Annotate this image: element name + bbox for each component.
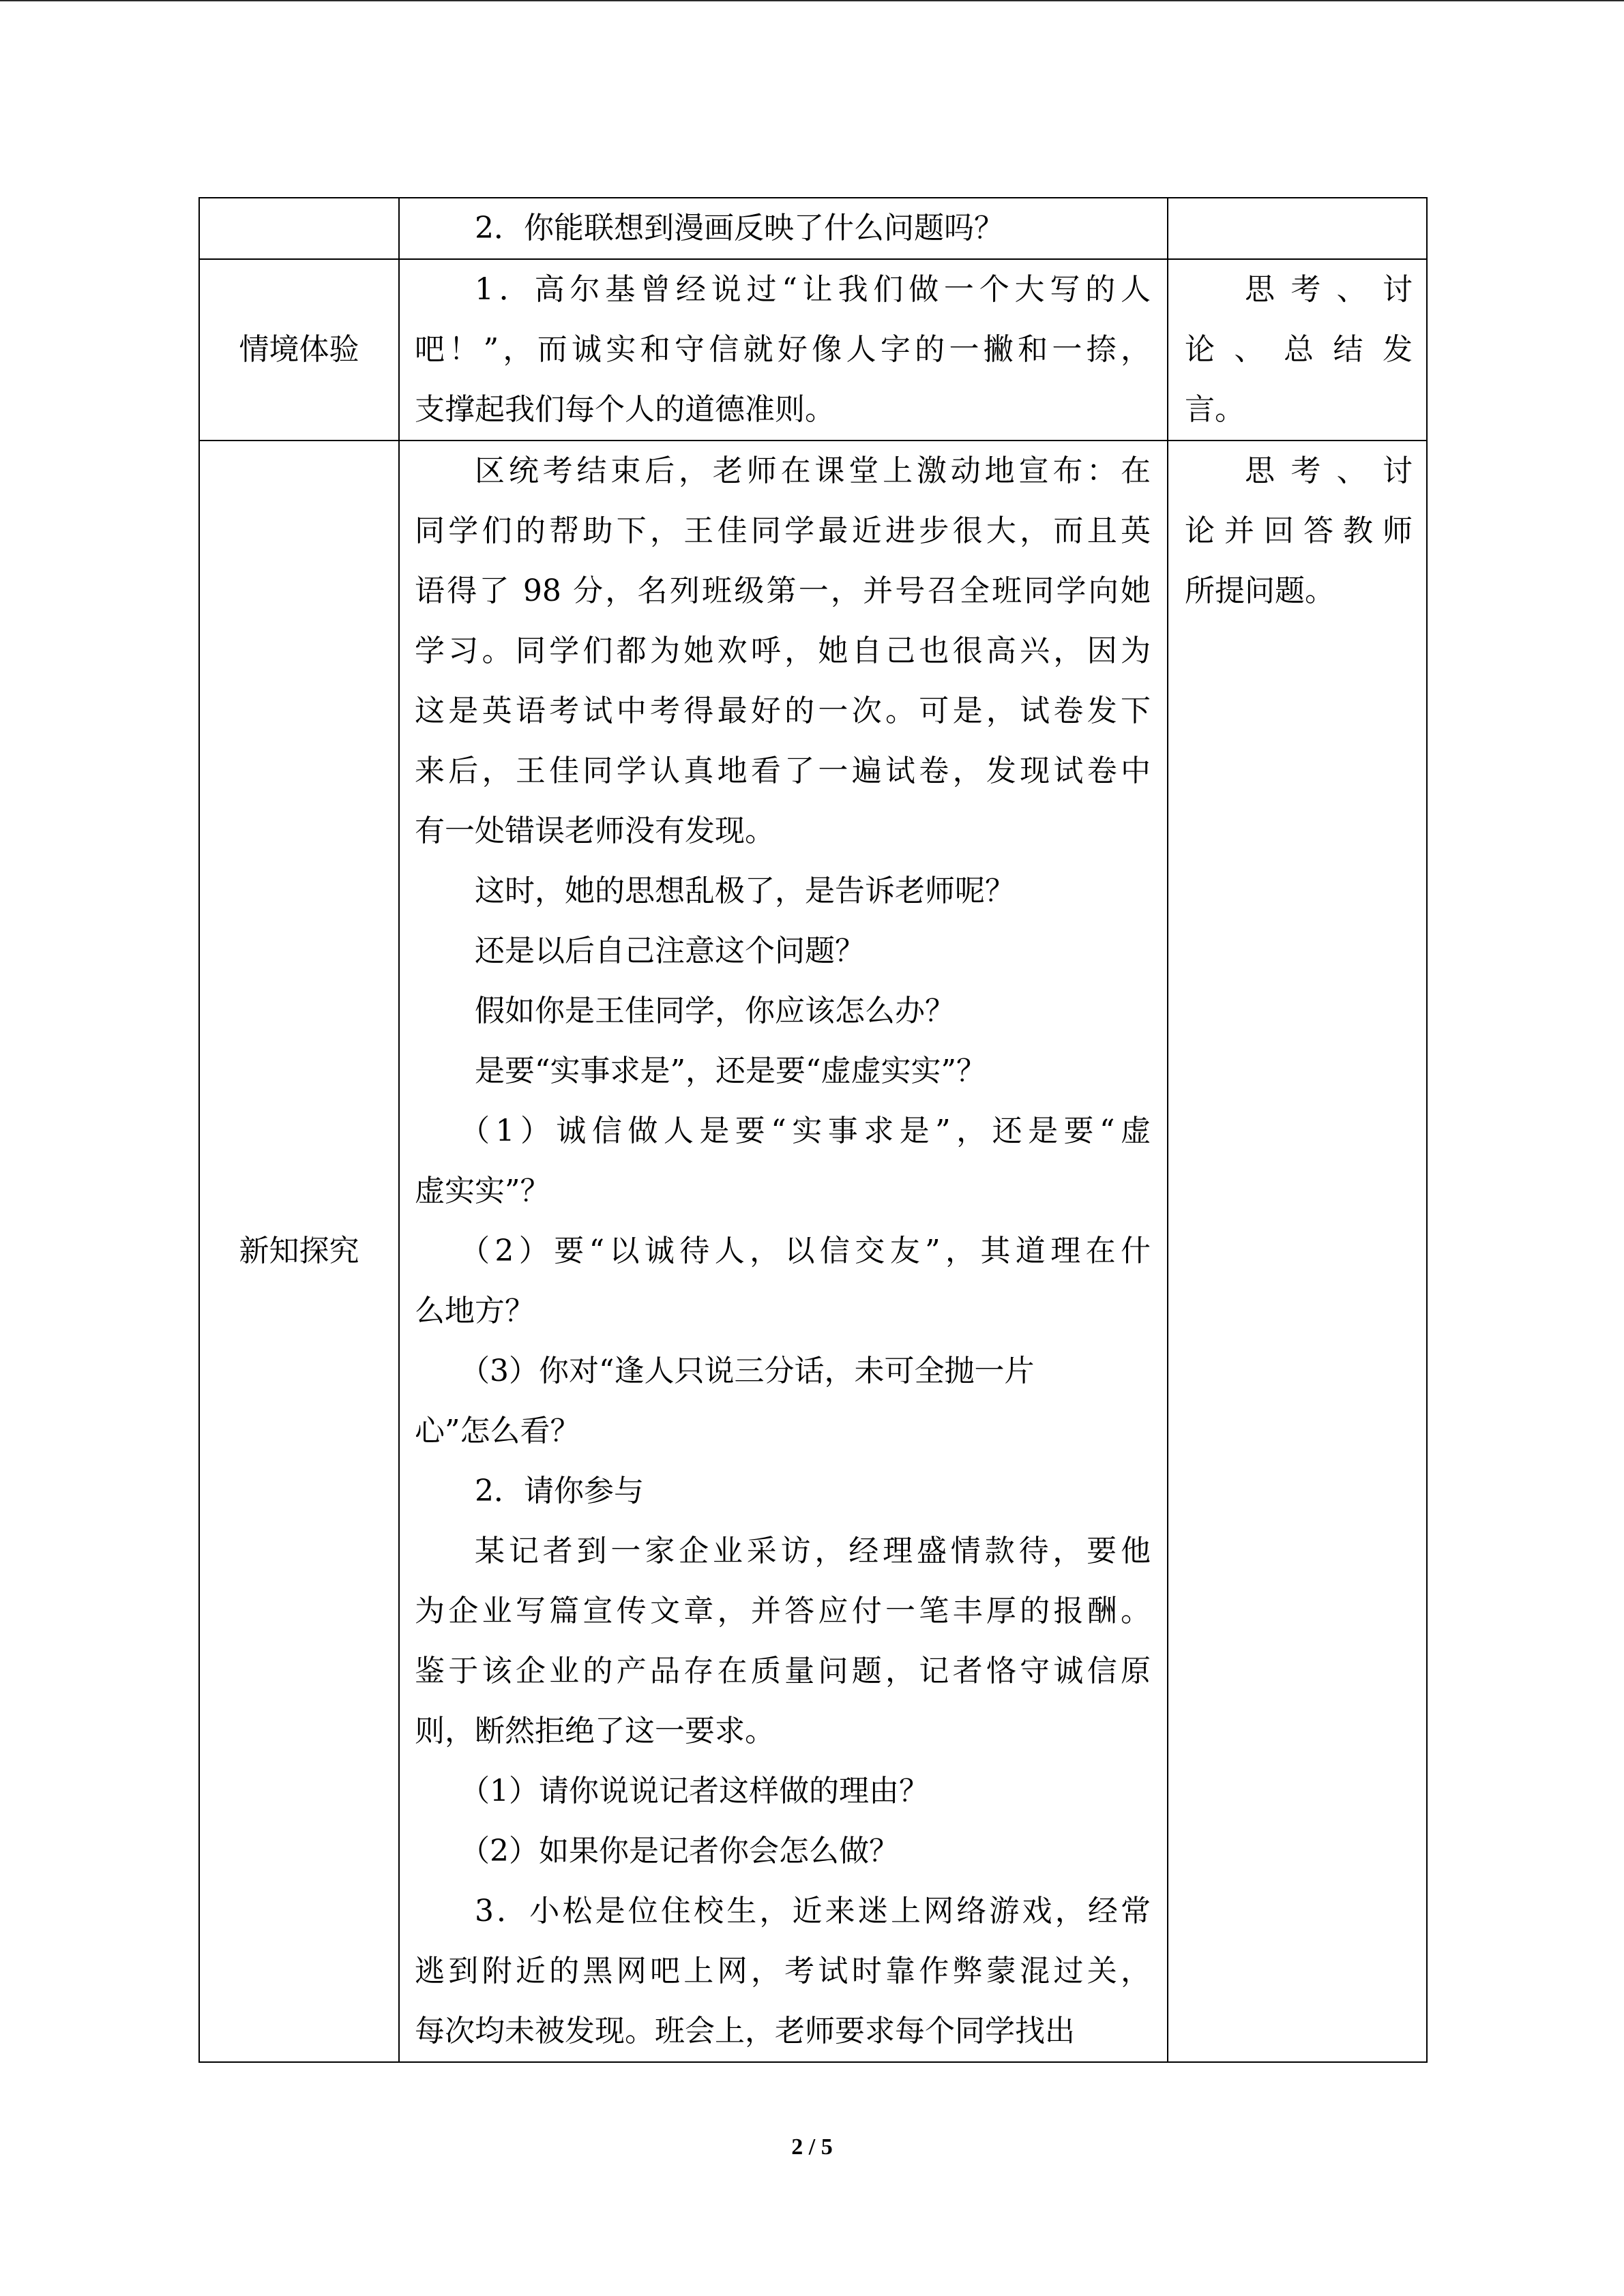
content-line: 为企业写篇宣传文章，并答应付一笔丰厚的报酬。 [415, 1594, 1151, 1628]
content-line: 某记者到一家企业采访，经理盛情款待，要他 [475, 1534, 1151, 1568]
content-line: 鉴于该企业的产品存在质量问题，记者恪守诚信原 [415, 1654, 1151, 1688]
content-line: 区统考结束后，老师在课堂上激动地宣布：在 [475, 453, 1151, 488]
activity-line: 思考、讨 [1245, 453, 1413, 488]
activity-line: 言。 [1185, 392, 1245, 427]
content-line: 吧！”，而诚实和守信就好像人字的一撇和一捺， [415, 332, 1151, 367]
teaching-content-cell [399, 441, 1168, 2062]
content-line: 则，断然拒绝了这一要求。 [415, 1714, 775, 1748]
content-line: 学习。同学们都为她欢呼，她自己也很高兴，因为 [415, 633, 1151, 668]
content-line: 每次均未被发现。班会上，老师要求每个同学找出 [415, 2014, 1075, 2048]
content-line: 1．高尔基曾经说过“让我们做一个大写的人 [475, 272, 1151, 307]
content-line: 2．你能联想到漫画反映了什么问题吗？ [475, 211, 1004, 245]
content-line: 来后，王佳同学认真地看了一遍试卷，发现试卷中 [415, 754, 1151, 788]
section-label: 新知探究 [199, 441, 399, 2062]
table-row [199, 259, 1427, 441]
section-label [199, 198, 399, 259]
activity-line: 所提问题。 [1185, 573, 1335, 608]
lesson-plan-table-body [199, 198, 1427, 2062]
content-line: 还是以后自己注意这个问题？ [475, 934, 865, 968]
teaching-content-cell [399, 198, 1168, 259]
content-line: 逃到附近的黑网吧上网，考试时靠作弊蒙混过关， [415, 1954, 1151, 1988]
content-line: 这时，她的思想乱极了，是告诉老师呢？ [475, 874, 1015, 908]
content-line: 么地方？ [415, 1294, 535, 1328]
table-row [199, 198, 1427, 259]
content-line: 支撑起我们每个人的道德准则。 [415, 392, 835, 427]
table-row [199, 441, 1427, 2062]
student-activity-cell [1168, 259, 1427, 441]
activity-line: 论、总结发 [1185, 332, 1413, 367]
content-line: （1）诚信做人是要“实事求是”，还是要“虚 [460, 1114, 1151, 1148]
content-line: 虚实实”？ [415, 1174, 550, 1208]
content-line: 假如你是王佳同学，你应该怎么办？ [475, 994, 955, 1028]
content-line: 心”怎么看？ [415, 1414, 580, 1448]
page-number: 2 / 5 [791, 2134, 833, 2160]
top-border-line [0, 0, 1624, 1]
content-line: （1）请你说说记者这样做的理由？ [460, 1774, 929, 1808]
content-line: 这是英语考试中考得最好的一次。可是，试卷发下 [415, 694, 1151, 728]
content-line: 有一处错误老师没有发现。 [415, 814, 775, 848]
content-line: （2）要“以诚待人，以信交友”，其道理在什 [460, 1234, 1151, 1268]
student-activity-cell [1168, 198, 1427, 259]
teaching-content-cell [399, 259, 1168, 441]
lesson-plan-table [198, 197, 1428, 2063]
activity-line: 论并回答教师 [1185, 513, 1413, 548]
content-line: 同学们的帮助下，王佳同学最近进步很大，而且英 [415, 513, 1151, 548]
content-line: 2．请你参与 [475, 1474, 644, 1508]
content-line: （2）如果你是记者你会怎么做？ [460, 1834, 899, 1868]
content-line: 语得了 98 分，名列班级第一，并号召全班同学向她 [415, 573, 1151, 608]
content-line: 3．小松是位住校生，近来迷上网络游戏，经常 [475, 1894, 1151, 1928]
content-line: 是要“实事求是”，还是要“虚虚实实”？ [475, 1054, 986, 1088]
content-line: （3）你对“逢人只说三分话，未可全抛一片 [460, 1354, 1035, 1388]
section-label: 情境体验 [199, 259, 399, 441]
student-activity-cell [1168, 441, 1427, 2062]
activity-line: 思考、讨 [1245, 272, 1413, 307]
